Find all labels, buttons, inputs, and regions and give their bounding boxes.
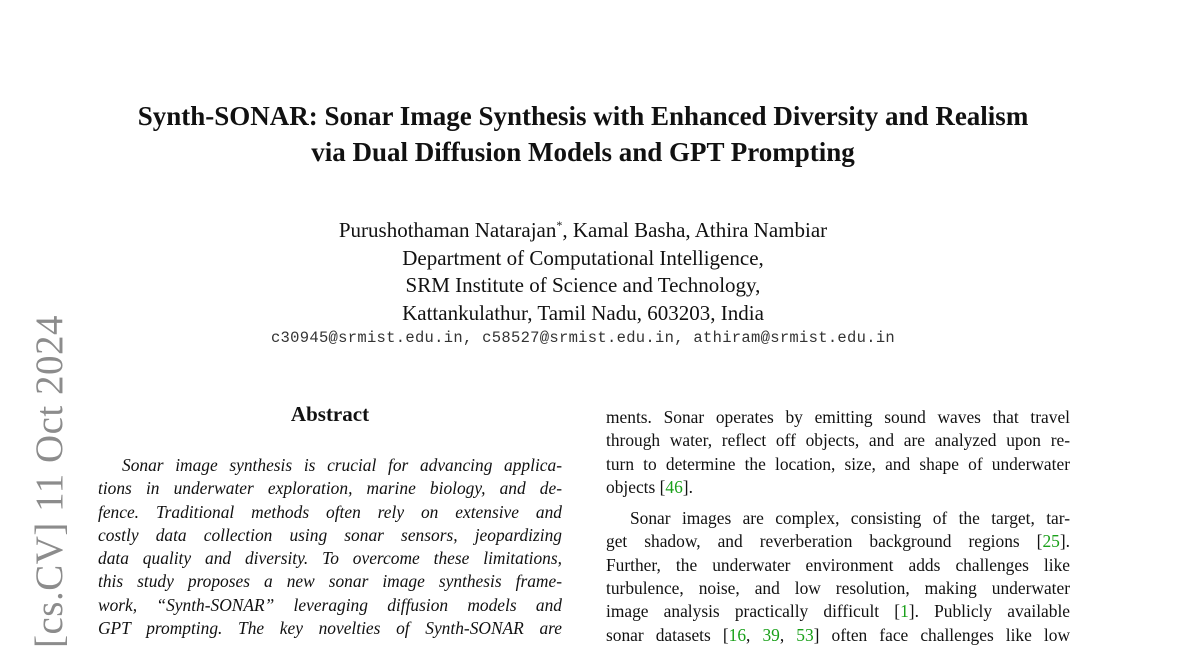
affiliation-dept: Department of Computational Intelligence, — [402, 245, 764, 270]
paragraph-gap — [606, 499, 1070, 507]
text-run: sonar datasets [ — [606, 624, 729, 645]
abstract-line: fence. Traditional methods often rely on extensive and — [98, 501, 562, 522]
body-line: ments. Sonar operates by emitting sound waves that travel — [606, 407, 1070, 427]
abstract-line: GPT prompting. The key novelties of Synth-SONAR are — [98, 618, 562, 639]
text-run: image analysis practically difficult [ — [606, 601, 901, 622]
arxiv-id-date: [cs.CV] 11 Oct 2024 — [28, 314, 71, 648]
text-run: objects [ — [606, 476, 666, 497]
abstract-line: data quality and diversity. To overcome these limitations, — [98, 548, 562, 569]
abstract-line: tions in underwater exploration, marine biology, and de- — [98, 478, 562, 499]
abstract-text — [98, 454, 562, 640]
abstract-line: Sonar image synthesis is crucial for advancing applica- — [122, 455, 562, 475]
author-block — [200, 212, 966, 327]
corresponding-mark: * — [556, 218, 563, 232]
abstract-line: costly data collection using sonar sensors, jeopardizing — [98, 524, 562, 545]
title-line-1: Synth-SONAR: Sonar Image Synthesis with Enhanced Diversity and Realism — [137, 101, 1029, 131]
citation-link[interactable]: 53 — [796, 624, 814, 645]
body-line: turn to determine the location, size, and shape of underwater — [606, 453, 1070, 474]
body-line: Further, the underwater environment adds challenges like — [606, 554, 1070, 575]
citation-link[interactable]: 16 — [728, 624, 747, 645]
text-run: , — [779, 624, 797, 645]
body-line: Sonar images are complex, consisting of the target, tar- — [630, 508, 1070, 529]
text-run: ] often face challenges like low — [813, 624, 1070, 645]
title-line-2: via Dual Diffusion Models and GPT Prompting — [311, 137, 855, 167]
author-emails: c30945@srmist.edu.in, c58527@srmist.edu.in, athiram@srmist.edu.in — [270, 329, 896, 347]
abstract-line: this study proposes a new sonar image synthesis frame- — [98, 571, 562, 592]
paper-title — [100, 98, 1066, 170]
citation-link[interactable]: 46 — [665, 476, 683, 497]
body-line — [606, 600, 1070, 623]
text-run: , — [746, 624, 763, 645]
body-line — [606, 530, 1070, 553]
citation-link[interactable]: 1 — [900, 601, 909, 622]
author-names — [200, 212, 966, 245]
body-line: turbulence, noise, and low resolution, making underwater — [606, 578, 1070, 599]
text-run: ]. — [1059, 531, 1070, 552]
body-column-right — [606, 406, 1070, 647]
text-run: ]. — [682, 476, 693, 497]
text-run: ]. Publicly available — [908, 601, 1070, 622]
affiliation-institute: SRM Institute of Science and Technology, — [405, 273, 761, 297]
author-1: Purushothaman Natarajan — [338, 218, 557, 242]
citation-link[interactable]: 25 — [1042, 531, 1060, 552]
other-authors: , Kamal Basha, Athira Nambiar — [562, 218, 828, 242]
abstract-heading: Abstract — [290, 402, 370, 426]
abstract-line: work, “Synth-SONAR” leveraging diffusion models and — [98, 594, 562, 615]
affiliation-address: Kattankulathur, Tamil Nadu, 603203, India — [402, 300, 764, 325]
citation-link[interactable]: 39 — [762, 624, 780, 645]
arxiv-side-stamp — [28, 310, 70, 648]
body-line — [606, 476, 1070, 499]
text-run: get shadow, and reverberation background regions [ — [606, 531, 1043, 552]
body-line — [606, 624, 1070, 647]
body-line: through water, reflect off objects, and are analyzed upon re- — [606, 430, 1070, 451]
